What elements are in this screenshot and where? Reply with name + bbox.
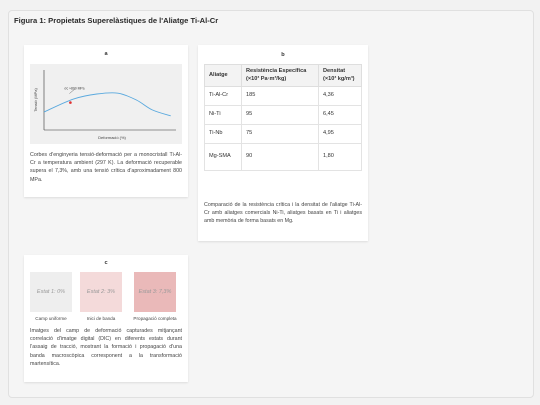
- table-cell: Mg-SMA: [205, 144, 242, 171]
- table-row: [205, 106, 362, 125]
- table-cell: 4,95: [319, 125, 362, 144]
- table-cell: 95: [242, 106, 319, 125]
- table-cell: Ti-Al-Cr: [205, 87, 242, 106]
- x-axis-label: Deformació (%): [98, 135, 126, 140]
- table-cell: 185: [242, 87, 319, 106]
- column-header: Aliatge: [205, 65, 242, 87]
- panel-a-caption: Corbes d'enginyeria tensió-deformació per a monocristall Ti-Al-Cr a temperatura ambient (297 K). La deformació recuperable supera el 7,3%, amb una tensió crítica d'aproximadament 800 MPa.: [30, 152, 182, 183]
- figure-title: Figura 1: Propietats Superelàstiques de l'Aliatge Ti-Al-Cr: [14, 16, 219, 25]
- panel-a-label: a: [104, 51, 108, 57]
- critical-stress-annotation: σc ≈800 MPa: [64, 86, 85, 91]
- panel-c: [24, 255, 188, 382]
- panel-b-caption: Comparació de la resistència crítica i la densitat de l'aliatge Ti-Al-Cr amb aliatges comercials Ni-Ti, aliatges basats en Ti i aliatges amb memòria de forma basats en Mg.: [204, 202, 362, 225]
- dic-state-text: Estat 3: 7,3%: [138, 289, 172, 295]
- stress-strain-chart: [30, 64, 182, 144]
- table-cell: 75: [242, 125, 319, 144]
- alloy-comparison-table: [204, 64, 362, 171]
- column-header: Resistència Específica (×10³ Pa·m³/kg): [242, 65, 319, 87]
- dic-state-text: Estat 1: 0%: [36, 289, 66, 295]
- panel-c-caption: Imatges del camp de deformació capturades mitjançant correlació d'imatge digital (DIC) en diferents estats durant l'assaig de tracció, mostrant la formació i propagació d'una banda macroscòpica corresponent a la transformació martensítica.: [30, 328, 182, 367]
- stress-strain-curve: [44, 93, 171, 116]
- dic-state-label: Inici de banda: [86, 316, 116, 321]
- table-row: [205, 125, 362, 144]
- table-cell: 1,80: [319, 144, 362, 171]
- dic-state-image: [80, 272, 122, 312]
- dic-state-text: Estat 2: 3%: [86, 289, 116, 295]
- dic-state-image: [30, 272, 72, 312]
- table-cell: Ni-Ti: [205, 106, 242, 125]
- table-row: [205, 87, 362, 106]
- dic-state-image: [134, 272, 176, 312]
- table-row: [205, 144, 362, 171]
- y-axis-label: Tensió (MPa): [33, 88, 38, 112]
- panel-b: [198, 45, 368, 241]
- panel-a: [24, 45, 188, 197]
- table-header-row: [205, 65, 362, 87]
- panel-c-label: c: [104, 260, 108, 266]
- column-header: Densitat (×10³ kg/m³): [319, 65, 362, 87]
- dic-state-label: Propagació completa: [133, 316, 177, 321]
- critical-stress-marker: [69, 101, 72, 104]
- table-cell: 6,45: [319, 106, 362, 125]
- table-cell: 4,36: [319, 87, 362, 106]
- table-cell: 90: [242, 144, 319, 171]
- table-cell: Ti-Nb: [205, 125, 242, 144]
- dic-state-label: Camp uniforme: [35, 316, 67, 321]
- panel-b-label: b: [281, 52, 285, 58]
